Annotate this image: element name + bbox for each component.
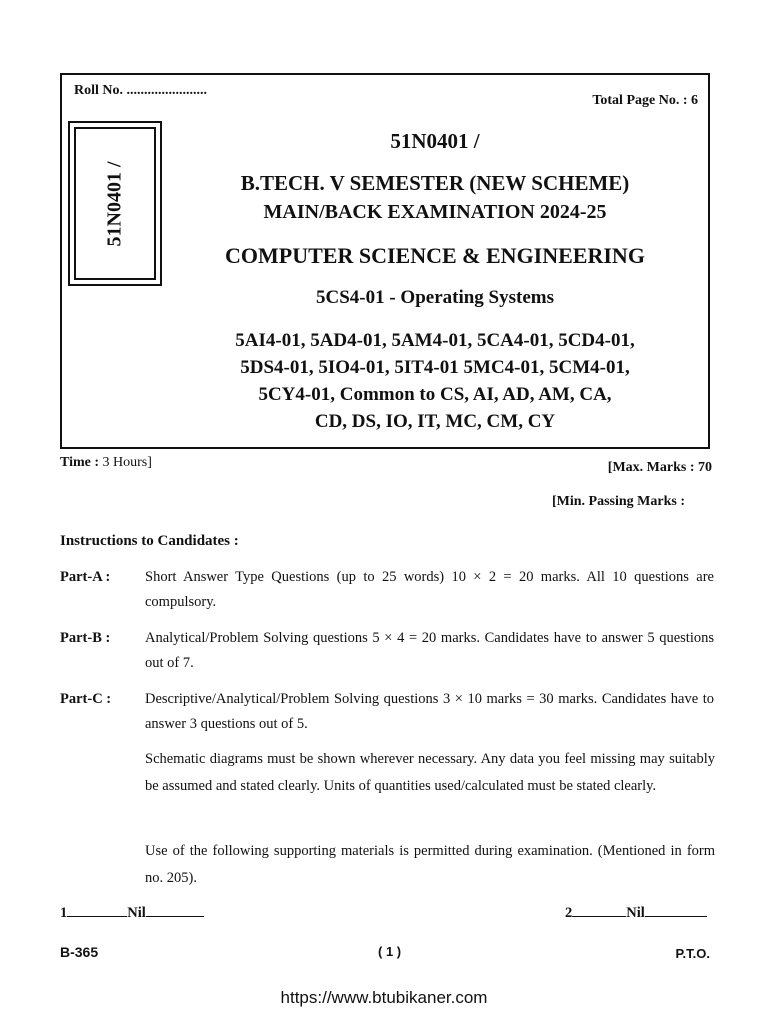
- paper-code-stamp: [68, 121, 162, 286]
- source-url: https://www.btubikaner.com: [280, 988, 488, 1007]
- min-passing-marks: [Min. Passing Marks :: [552, 494, 685, 509]
- subject-title: 5CS4-01 - Operating Systems: [315, 287, 555, 308]
- roll-no-dots: .......................: [126, 83, 207, 98]
- time-value: 3 Hours]: [102, 455, 152, 470]
- roll-no: [74, 83, 207, 99]
- paper-code-stamp-inner: [74, 127, 156, 280]
- exam-title: MAIN/BACK EXAMINATION 2024-25: [263, 201, 607, 223]
- material-item-2: [565, 904, 707, 922]
- paper-code: 51N0401 /: [390, 129, 480, 153]
- part-b: [60, 626, 714, 676]
- blank-line: [645, 904, 707, 917]
- part-text: Analytical/Problem Solving questions 5 × 4 = 20 marks. Candidates have to answer 5 questions out of 7.: [145, 630, 714, 671]
- blank-line: [572, 904, 626, 917]
- blank-line: [67, 904, 127, 917]
- material-number: 2: [565, 905, 573, 921]
- part-c: [60, 687, 714, 737]
- codes-line: 5AI4-01, 5AD4-01, 5AM4-01, 5CA4-01, 5CD4-01,: [235, 330, 635, 351]
- vertical-paper-code: 51N0401 /: [103, 161, 126, 246]
- page-number: ( 1 ): [378, 944, 402, 959]
- codes-line: 5DS4-01, 5IO4-01, 5IT4-01 5MC4-01, 5CM4-01,: [240, 357, 630, 378]
- course-title: B.TECH. V SEMESTER (NEW SCHEME): [240, 171, 630, 195]
- part-label: Part-C :: [60, 691, 112, 707]
- material-value: Nil: [127, 905, 146, 921]
- part-label: Part-B :: [60, 630, 111, 646]
- time-duration: [60, 455, 152, 471]
- codes-line: CD, DS, IO, IT, MC, CM, CY: [314, 411, 556, 432]
- material-value: Nil: [626, 905, 645, 921]
- instructions-title: Instructions to Candidates :: [60, 533, 239, 549]
- max-marks: [Max. Marks : 70: [607, 460, 712, 475]
- total-pages: Total Page No. : 6: [592, 93, 698, 108]
- part-text: Short Answer Type Questions (up to 25 words) 10 × 2 = 20 marks. All 10 questions are compulsory.: [145, 569, 714, 610]
- header-box: [60, 73, 710, 449]
- part-label: Part-A :: [60, 569, 111, 585]
- branch-title: COMPUTER SCIENCE & ENGINEERING: [225, 243, 645, 268]
- instruction-note-diagrams: Schematic diagrams must be shown wherever necessary. Any data you feel missing may suitably be assumed and stated clearly. Units of quantities used/calculated must be stated clearly.: [145, 751, 715, 794]
- part-text: Descriptive/Analytical/Problem Solving questions 3 × 10 marks = 30 marks. Candidates have to answer 3 questions out of 5.: [145, 691, 714, 732]
- codes-line: 5CY4-01, Common to CS, AI, AD, AM, CA,: [258, 384, 612, 405]
- instruction-note-materials: Use of the following supporting materials is permitted during examination. (Mentioned in form no. 205).: [145, 843, 715, 886]
- material-item-1: [60, 904, 204, 922]
- time-label: Time :: [60, 455, 100, 470]
- part-a: [60, 565, 714, 615]
- subject-codes: [162, 327, 708, 435]
- material-number: 1: [60, 905, 68, 921]
- pto-label: P.T.O.: [675, 946, 710, 961]
- paper-ref-code: B-365: [60, 944, 99, 960]
- blank-line: [146, 904, 204, 917]
- roll-no-label: Roll No.: [74, 83, 123, 98]
